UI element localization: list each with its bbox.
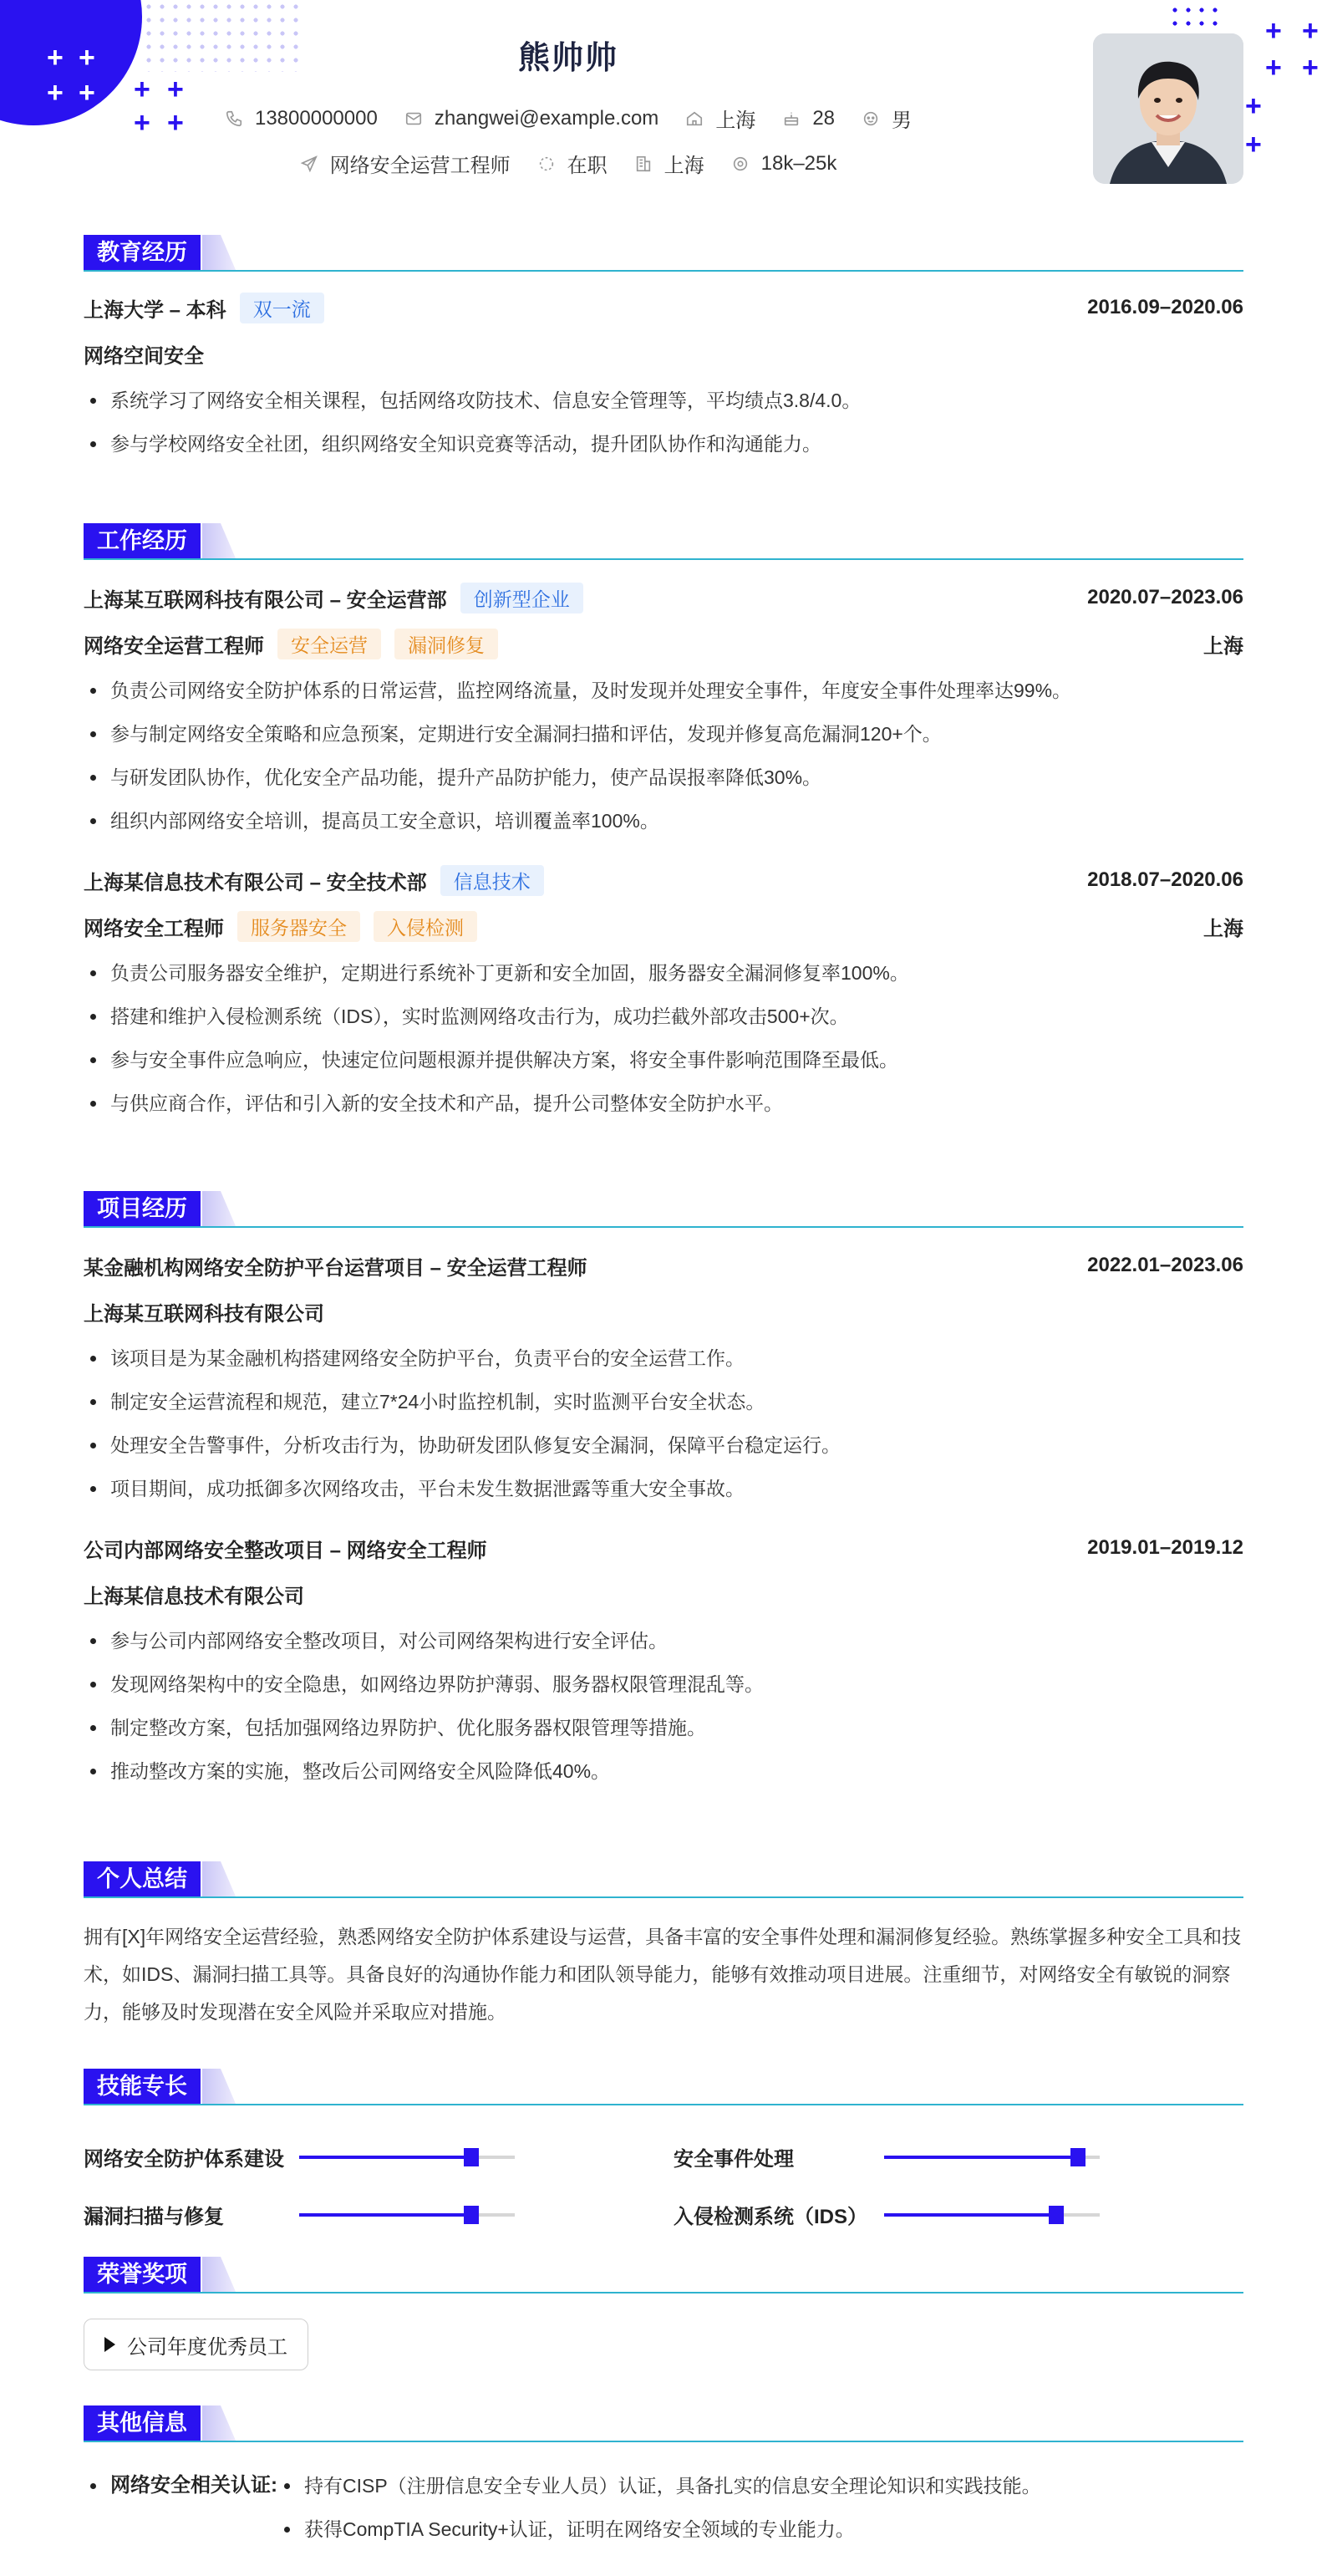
role-name: 网络安全运营工程师 [84,634,264,658]
work-section [84,523,1243,1125]
section-header [84,2069,1243,2105]
gender-value: 男 [892,109,913,132]
status-value: 在职 [567,155,608,177]
major-name: 网络空间安全 [84,344,204,368]
plus-icon: + [167,74,184,105]
section-title: 工作经历 [84,523,201,558]
work-period: 2020.07–2023.06 [1087,586,1243,608]
skill-name: 安全事件处理 [674,2148,794,2171]
role-row [84,619,1243,669]
list-item: 组织内部网络安全培训，提高员工安全意识，培训覆盖率100%。 [84,799,1243,843]
age-value: 28 [812,106,836,130]
role-tag: 入侵检测 [374,911,477,942]
skill-level-bar [884,2213,1100,2217]
plus-icon: + [134,74,150,105]
section-title-tail [202,2257,236,2292]
award-item [84,2319,308,2370]
plus-icon: + [1302,15,1319,47]
skill-item [84,2200,515,2229]
list-item: 参与学校网络安全社团，组织网络安全知识竞赛等活动，提升团队协作和沟通能力。 [84,422,1243,466]
section-title: 项目经历 [84,1191,201,1226]
contact-row [0,104,1136,133]
cake-icon [782,109,801,128]
status-icon [537,155,556,173]
plus-icon: + [1302,52,1319,84]
list-item: 制定整改方案，包括加强网络边界防护、优化服务器权限管理等措施。 [84,1706,1243,1749]
list-item: 发现网络架构中的安全隐患，如网络边界防护薄弱、服务器权限管理混乱等。 [84,1662,1243,1706]
list-item: 持有CISP（注册信息安全专业人员）认证，具备扎实的信息安全理论知识和实践技能。 [277,2464,1041,2507]
work-entry-header [84,859,1243,901]
section-header [84,523,1243,560]
education-entry-header [84,287,1243,328]
project-bullets [84,1336,1243,1510]
skill-name: 漏洞扫描与修复 [84,2206,224,2228]
send-icon [300,155,318,173]
gender-icon [862,109,880,128]
skill-name: 入侵检测系统（IDS） [674,2206,868,2228]
list-item: 参与公司内部网络安全整改项目，对公司网络架构进行安全评估。 [84,1619,1243,1662]
section-title-tail [202,1861,236,1896]
work-bullets [84,951,1243,1125]
list-item: 负责公司网络安全防护体系的日常运营，监控网络流量，及时发现并处理安全事件，年度安全事件处理率达99%。 [84,669,1243,712]
skill-item [84,2142,515,2171]
certification-bullets [277,2464,1041,2551]
certification-label: 网络安全相关认证: [84,2464,277,2551]
mail-icon [404,109,423,128]
summary-section [84,1861,1243,2031]
company-tag: 创新型企业 [460,583,583,613]
skill-level-fill [884,2213,1056,2217]
list-item: 搭建和维护入侵检测系统（IDS），实时监测网络攻击行为，成功拦截外部攻击500+次。 [84,995,1243,1038]
project-company: 上海某信息技术有限公司 [84,1585,304,1608]
other-section [84,2405,1243,2551]
plus-icon: + [1245,90,1262,122]
role-row [84,901,1243,951]
email-value: zhangwei@example.com [434,106,659,130]
list-item: 处理安全告警事件，分析攻击行为，协助研发团队修复安全漏洞，保障平台稳定运行。 [84,1423,1243,1467]
skill-item [674,2200,1100,2229]
project-period: 2022.01–2023.06 [1087,1254,1243,1276]
project-company-row [84,1286,1243,1336]
salary-item [731,152,837,176]
project-section [84,1191,1243,1793]
section-header [84,1191,1243,1228]
skill-level-fill [884,2156,1078,2159]
skill-level-knob [1049,2206,1064,2224]
candidate-name: 熊帅帅 [517,41,618,76]
skill-level-bar [299,2213,515,2217]
target-job-item [300,149,511,178]
skill-level-knob [1070,2148,1085,2166]
major-row [84,328,1243,379]
work-city: 上海 [1203,634,1243,658]
project-title: 某金融机构网络安全防护平台运营项目 – 安全运营工程师 [84,1256,587,1280]
skill-item [674,2142,1100,2171]
education-section [84,235,1243,466]
list-item: 制定安全运营流程和规范，建立7*24小时监控机制，实时监测平台安全状态。 [84,1380,1243,1423]
section-title-tail [202,235,236,270]
list-item: 参与制定网络安全策略和应急预案，定期进行安全漏洞扫描和评估，发现并修复高危漏洞120+个。 [84,712,1243,756]
work-city: 上海 [1203,917,1243,940]
section-header [84,2405,1243,2442]
list-item: 该项目是为某金融机构搭建网络安全防护平台，负责平台的安全运营工作。 [84,1336,1243,1380]
section-title: 技能专长 [84,2069,201,2104]
section-title: 教育经历 [84,235,201,270]
section-header [84,2257,1243,2293]
play-triangle-icon [104,2337,115,2352]
role-tag: 漏洞修复 [394,629,498,659]
email-item [404,107,659,130]
location-value: 上海 [715,109,756,132]
education-bullets [84,379,1243,466]
list-item: 与供应商合作，评估和引入新的安全技术和产品，提升公司整体安全防护水平。 [84,1082,1243,1125]
avatar [1093,33,1243,184]
list-item: 推动整改方案的实施，整改后公司网络安全风险降低40%。 [84,1749,1243,1793]
plus-icon: + [79,42,95,74]
section-title-tail [202,1191,236,1226]
salary-value: 18k–25k [760,151,837,175]
company-name: 上海某互联网科技有限公司 – 安全运营部 [84,588,447,612]
age-item [782,107,835,130]
list-item: 项目期间，成功抵御多次网络攻击，平台未发生数据泄露等重大安全事故。 [84,1467,1243,1510]
plus-icon: + [167,107,184,139]
education-period: 2016.09–2020.06 [1087,296,1243,318]
list-item: 获得CompTIA Security+认证，证明在网络安全领域的专业能力。 [277,2507,1041,2551]
project-bullets [84,1619,1243,1793]
phone-item [225,107,378,130]
project-company-row [84,1569,1243,1619]
plus-icon: + [1245,129,1262,160]
role-tag: 安全运营 [277,629,381,659]
role-tag: 服务器安全 [237,911,360,942]
awards-section [84,2257,1243,2370]
skill-level-knob [464,2148,479,2166]
section-title-tail [202,2405,236,2441]
skill-level-fill [299,2156,471,2159]
phone-value: 13800000000 [254,106,378,130]
skill-name: 网络安全防护体系建设 [84,2148,284,2171]
skill-level-bar [299,2156,515,2159]
salary-icon [731,155,750,173]
target-job-value: 网络安全运营工程师 [329,155,511,177]
skill-level-bar [884,2156,1100,2159]
section-title: 其他信息 [84,2405,201,2441]
list-item: 负责公司服务器安全维护，定期进行系统补丁更新和安全加固，服务器安全漏洞修复率100%。 [84,951,1243,995]
plus-icon: + [47,77,64,109]
project-title: 公司内部网络安全整改项目 – 网络安全工程师 [84,1539,487,1562]
building-icon [634,155,653,173]
skills-section [84,2069,1243,2228]
project-entry-header [84,1527,1243,1569]
section-title: 荣誉奖项 [84,2257,201,2292]
list-item: 与研发团队协作，优化安全产品功能，提升产品防护能力，使产品误报率降低30%。 [84,756,1243,799]
skill-level-fill [299,2213,471,2217]
certification-row [84,2464,1243,2551]
home-icon [685,109,704,128]
list-item: 参与安全事件应急响应，快速定位问题根源并提供解决方案，将安全事件影响范围降至最低。 [84,1038,1243,1082]
status-item [537,149,608,178]
location-item [685,104,755,133]
role-name: 网络安全工程师 [84,917,224,940]
project-period: 2019.01–2019.12 [1087,1536,1243,1559]
award-label: 公司年度优秀员工 [127,2335,287,2359]
list-item: 系统学习了网络安全相关课程，包括网络攻防技术、信息安全管理等，平均绩点3.8/4.0。 [84,379,1243,422]
project-company: 上海某互联网科技有限公司 [84,1302,324,1326]
decorative-dot-grid [1168,3,1222,33]
phone-icon [225,109,243,128]
section-title-tail [202,523,236,558]
gender-item [862,104,912,133]
project-entry-header [84,1245,1243,1286]
work-entry-header [84,577,1243,619]
job-intent-row [0,149,1136,178]
section-title-tail [202,2069,236,2104]
company-name: 上海某信息技术有限公司 – 安全技术部 [84,871,427,894]
school-name: 上海大学 – 本科 [84,298,226,322]
summary-text: 拥有[X]年网络安全运营经验，熟悉网络安全防护体系建设与运营，具备丰富的安全事件处理和漏洞修复经验。熟练掌握多种安全工具和技术，如IDS、漏洞扫描工具等。具备良好的沟通协作能力和团队领导能力，能够有效推动项目进展。注重细节，对网络安全有敏锐的洞察力，能够及时发现潜在安全风险并采取应对措施。 [84,1926,1242,2023]
work-period: 2018.07–2020.06 [1087,868,1243,891]
section-title: 个人总结 [84,1861,201,1896]
school-tag: 双一流 [240,293,324,323]
target-city-item [634,149,704,178]
plus-icon: + [134,107,150,139]
section-header [84,235,1243,272]
plus-icon: + [79,77,95,109]
plus-icon: + [1265,52,1282,84]
company-tag: 信息技术 [440,865,544,896]
section-header [84,1861,1243,1898]
target-city-value: 上海 [664,155,704,177]
work-bullets [84,669,1243,843]
plus-icon: + [47,42,64,74]
plus-icon: + [1265,15,1282,47]
skill-level-knob [464,2206,479,2224]
